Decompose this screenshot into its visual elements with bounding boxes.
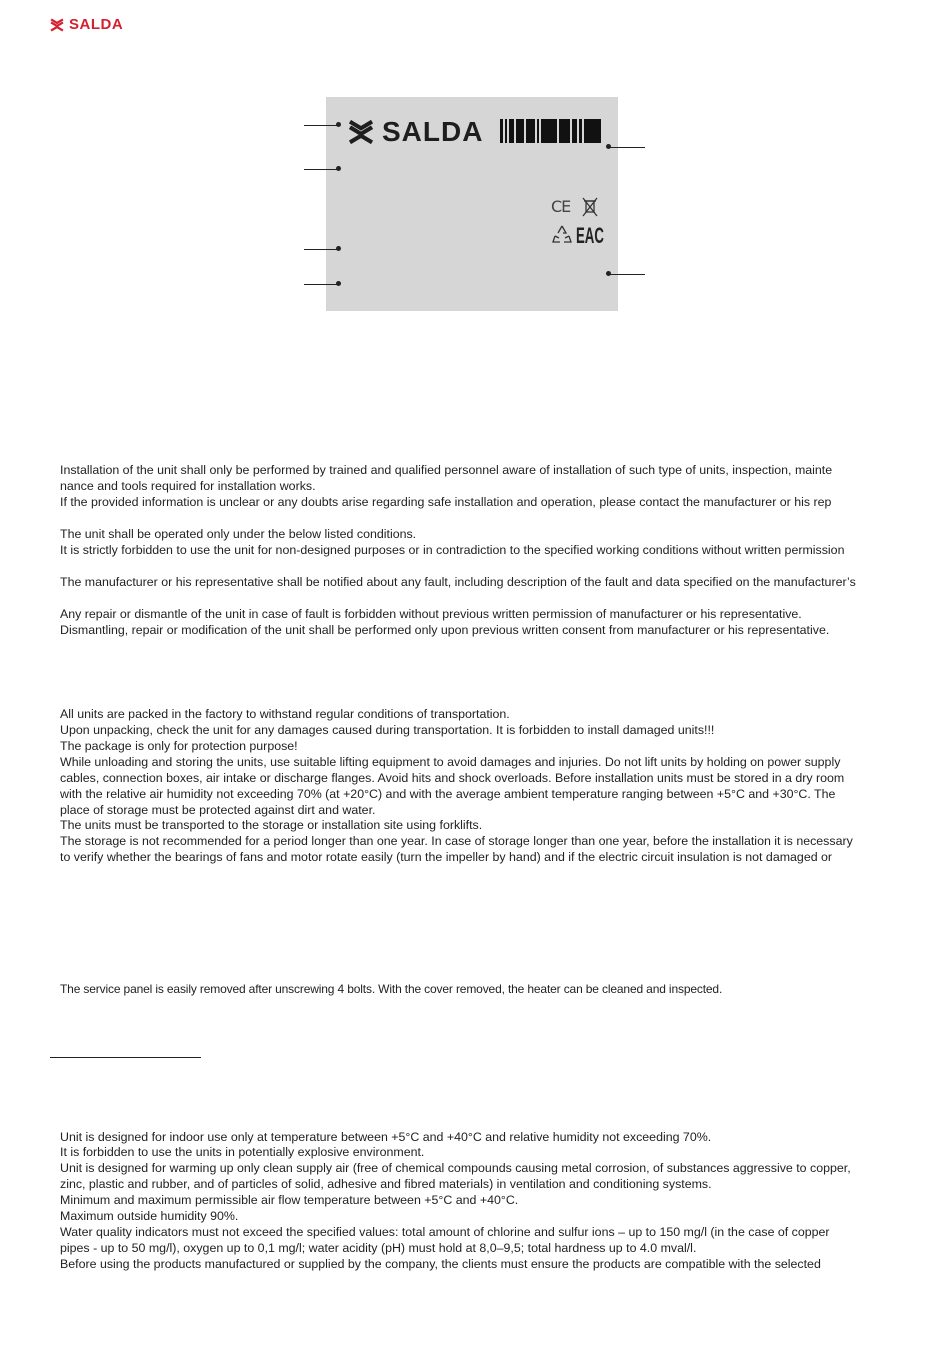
safety-line: Dismantling, repair or modification of the unit shall be performed only upon previous written consent from manufacturer or his representative.: [60, 623, 830, 637]
brand-name: SALDA: [69, 16, 124, 33]
header-brand: [50, 16, 123, 33]
leader-line: [609, 274, 645, 275]
transport-line: The package is only for protection purpose!: [60, 739, 298, 753]
leader-dot: [336, 122, 341, 127]
condition-line: Unit is designed for warming up only clean supply air (free of chemical compounds causing metal corrosion, of substances aggressive to copper,: [60, 1161, 851, 1175]
transport-line: cables, connection boxes, air intake or discharge flanges. Avoid hits and shock overloads. Before installation units must be stored in a dry room: [60, 771, 845, 785]
plate-brand: [348, 116, 483, 148]
leader-line: [304, 284, 339, 285]
transport-line: to verify whether the bearings of fans and motor rotate easily (turn the impeller by hand) and if the electric circuit insulation is not damaged or: [60, 850, 833, 864]
leader-line: [304, 169, 339, 170]
safety-line: Any repair or dismantle of the unit in case of fault is forbidden without previous written permission of manufacturer or his representative.: [60, 607, 802, 621]
salda-logo-icon: [50, 18, 64, 32]
barcode-icon: [500, 119, 601, 143]
plate-brand-name: SALDA: [382, 116, 484, 147]
recycle-icon: [551, 224, 573, 246]
transport-line: The storage is not recommended for a period longer than one year. In case of storage longer than one year, before the installation it is necessary: [60, 834, 853, 848]
safety-line: It is strictly forbidden to use the unit for non-designed purposes or in contradiction to the specified working conditions without written permission: [60, 543, 845, 557]
salda-logo-icon: [348, 119, 374, 145]
leader-line: [609, 147, 645, 148]
safety-line: The unit shall be operated only under the below listed conditions.: [60, 527, 417, 541]
transport-line: All units are packed in the factory to withstand regular conditions of transportation.: [60, 707, 510, 721]
safety-line: nance and tools required for installation works.: [60, 479, 316, 493]
crossed-bin-icon: [581, 197, 599, 217]
condition-line: It is forbidden to use the units in potentially explosive environment.: [60, 1145, 425, 1159]
condition-line: Before using the products manufactured or supplied by the company, the clients must ensure the products are compatible with the selected: [60, 1257, 821, 1271]
certification-marks: [551, 197, 603, 247]
condition-line: pipes - up to 50 mg/l), oxygen up to 0,1 mg/l; water acidity (pH) must hold at 8,0–9,5; total hardness up to 4.0 mval/l.: [60, 1241, 697, 1255]
leader-dot: [606, 271, 611, 276]
condition-line: zinc, plastic and rubber, and of particles of solid, adhesive and fibred materials) in ventilation and conditioning systems.: [60, 1177, 712, 1191]
leader-line: [304, 125, 339, 126]
eac-mark: EAC: [576, 223, 604, 248]
condition-line: Unit is designed for indoor use only at temperature between +5°C and +40°C and relative humidity not exceeding 70%.: [60, 1130, 712, 1144]
leader-dot: [336, 166, 341, 171]
safety-line: Installation of the unit shall only be performed by trained and qualified personnel aware of installation of such type of units, inspection, mainte: [60, 463, 833, 477]
service-text: The service panel is easily removed after unscrewing 4 bolts. With the cover removed, the heater can be cleaned and inspected.: [60, 982, 723, 996]
leader-dot: [336, 281, 341, 286]
transport-line: with the relative air humidity not exceeding 70% (at +20°C) and with the average ambient temperature ranging between +5°C and +30°C. The: [60, 787, 836, 801]
transport-line: The units must be transported to the storage or installation site using forklifts.: [60, 818, 483, 832]
safety-line: The manufacturer or his representative shall be notified about any fault, including description of the fault and data specified on the manufacturer’s: [60, 575, 856, 589]
safety-line: If the provided information is unclear or any doubts arise regarding safe installation and operation, please contact the manufacturer or his rep: [60, 495, 832, 509]
footnote-rule: [50, 1057, 201, 1058]
leader-dot: [336, 246, 341, 251]
condition-line: Maximum outside humidity 90%.: [60, 1209, 239, 1223]
transport-line: Upon unpacking, check the unit for any damages caused during transportation. It is forbidden to install damaged units!!!: [60, 723, 715, 737]
condition-line: Water quality indicators must not exceed the specified values: total amount of chlorine and sulfur ions – up to 150 mg/l (in the case of copper: [60, 1225, 830, 1239]
transport-line: place of storage must be protected against dirt and water.: [60, 803, 376, 817]
leader-dot: [606, 144, 611, 149]
transport-line: While unloading and storing the units, use suitable lifting equipment to avoid damages and injuries. Do not lift units by holding on power supply: [60, 755, 841, 769]
leader-line: [304, 249, 339, 250]
ce-mark: CE: [551, 197, 571, 216]
condition-line: Minimum and maximum permissible air flow temperature between +5°C and +40°C.: [60, 1193, 519, 1207]
